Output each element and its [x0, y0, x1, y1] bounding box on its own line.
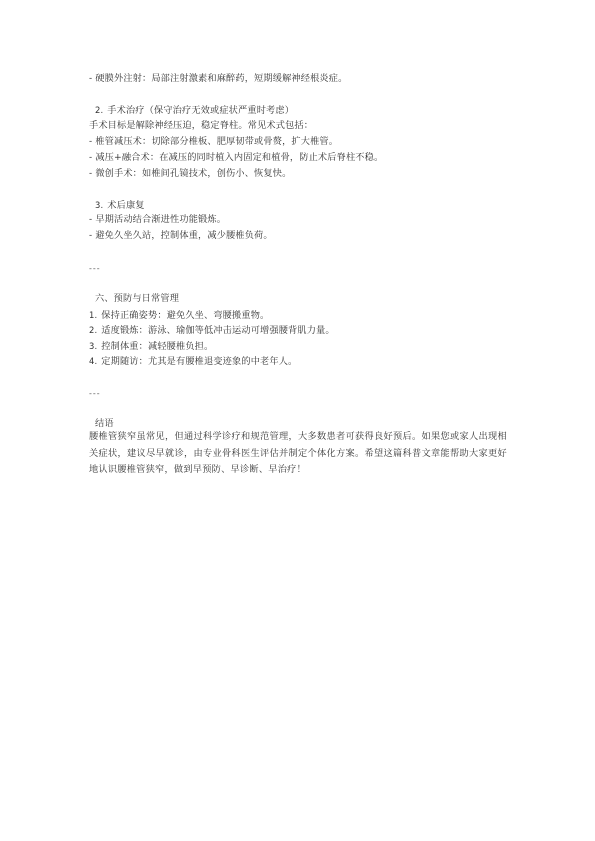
prevention-item-number: 2.: [89, 325, 98, 335]
section-separator: ---: [89, 389, 101, 398]
surgery-heading: [89, 104, 515, 117]
section-separator: ---: [89, 264, 101, 273]
prevention-item-text: 保持正确姿势：避免久坐、弯腰搬重物。: [101, 310, 270, 321]
surgery-intro: 手术目标是解除神经压迫，稳定脊柱。常见术式包括：: [89, 120, 314, 131]
surgery-heading-number: 2.: [95, 105, 104, 115]
prevention-item-text: 适度锻炼：游泳、瑜伽等低冲击运动可增强腰背肌力量。: [101, 325, 335, 336]
conclusion-paragraph: 腰椎管狭窄虽常见，但通过科学诊疗和规范管理，大多数患者可获得良好预后。如果您或家人出现相关症状，建议尽早就诊，由专业骨科医生评估并制定个体化方案。希望这篇科普文章能帮助大家更好地认识腰椎管狭窄，做到早预防、早诊断、早治疗！: [89, 431, 507, 476]
rehab-heading-number: 3.: [95, 200, 104, 210]
treatment-item-epidural: - 硬膜外注射：局部注射激素和麻醉药，短期缓解神经根炎症。: [89, 73, 348, 84]
rehab-heading-text: 术后康复: [107, 200, 145, 211]
rehab-item-early-activity: - 早期活动结合渐进性功能锻炼。: [89, 214, 227, 225]
prevention-item-text: 定期随访：尤其是有腰椎退变迹象的中老年人。: [101, 356, 298, 367]
prevention-item: [89, 324, 509, 337]
surgery-item-minimally-invasive: - 微创手术：如椎间孔镜技术，创伤小、恢复快。: [89, 168, 292, 179]
conclusion-heading: 结语: [95, 418, 114, 429]
prevention-item-number: 3.: [89, 341, 98, 351]
prevention-item-number: 1.: [89, 310, 98, 320]
rehab-heading: [89, 199, 515, 212]
surgery-item-decompression: - 椎管减压术：切除部分椎板、肥厚韧带或骨赘，扩大椎管。: [89, 136, 339, 147]
prevention-item-number: 4.: [89, 356, 98, 366]
prevention-item: [89, 340, 509, 353]
surgery-heading-text: 手术治疗（保守治疗无效或症状严重时考虑）: [107, 105, 295, 116]
prevention-item: [89, 355, 509, 368]
prevention-heading: 六、预防与日常管理: [95, 293, 180, 304]
surgery-item-fusion: - 减压+融合术：在减压的同时植入内固定和植骨，防止术后脊柱不稳。: [89, 152, 384, 163]
rehab-item-weight-control: - 避免久坐久站，控制体重，减少腰椎负荷。: [89, 230, 273, 241]
prevention-item: [89, 309, 509, 322]
prevention-item-text: 控制体重：减轻腰椎负担。: [101, 341, 214, 352]
